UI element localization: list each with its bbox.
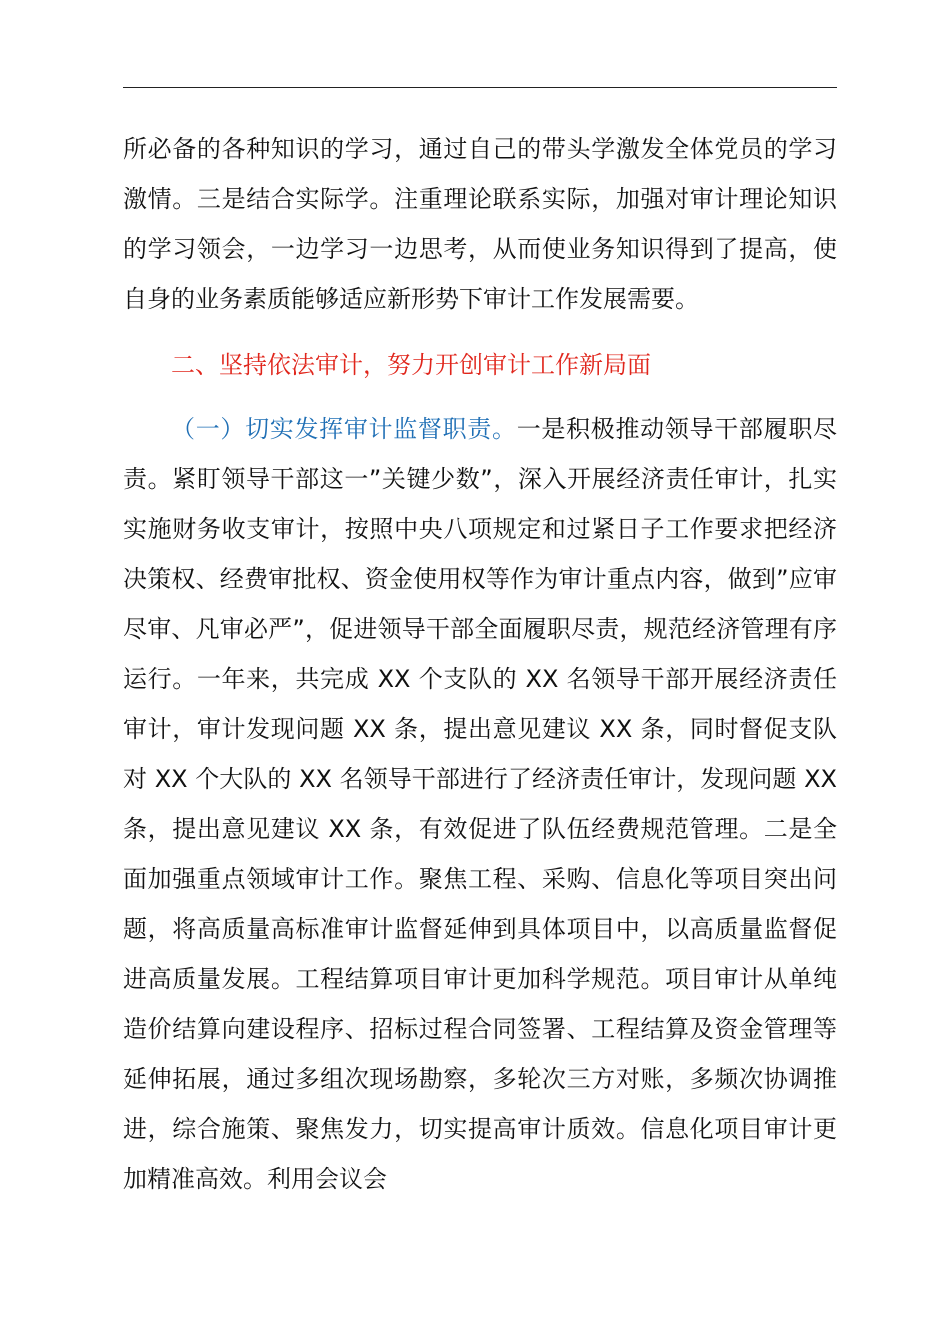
body-paragraph-text: 一是积极推动领导干部履职尽责。紧盯领导干部这一”关键少数”，深入开展经济责任审计，扎实实施财务收支审计，按照中央八项规定和过紧日子工作要求把经济决策权、经费审批权、资金使用权等作为审计重点内容，做到”应审尽审、凡审必严”，促进领导干部全面履职尽责，规范经济管理有序运行。一年来，共完成 XX 个支队的 XX 名领导干部开展经济责任审计，审计发现问题 XX 条，提出意见建议 XX 条，同时督促支队对 XX 个大队的 XX 名领导干部进行了经济责任审计，发现问题 XX 条，提出意见建议 XX 条，有效促进了队伍经费规范管理。二是全面加强重点领域审计工作。聚焦工程、采购、信息化等项目突出问题，将高质量高标准审计监督延伸到具体项目中，以高质量监督促进高质量发展。工程结算项目审计更加科学规范。项目审计从单纯造价结算向建设程序、招标过程合同签署、工程结算及资金管理等延伸拓展，通过多组次现场勘察，多轮次三方对账，多频次协调推进，综合施策、聚焦发力，切实提高审计质效。信息化项目审计更加精准高效。利用会议会 <box>123 415 838 1193</box>
header-divider <box>123 87 837 88</box>
body-paragraph-with-subheading <box>123 404 837 1204</box>
document-body <box>123 124 837 1204</box>
subsection-heading: （一）切实发挥审计监督职责。 <box>171 415 517 443</box>
section-heading: 二、坚持依法审计，努力开创审计工作新局面 <box>171 351 651 379</box>
body-paragraph: 所必备的各种知识的学习，通过自己的带头学激发全体党员的学习激情。三是结合实际学。注重理论联系实际，加强对审计理论知识的学习领会，一边学习一边思考，从而使业务知识得到了提高，使自身的业务素质能够适应新形势下审计工作发展需要。 <box>123 135 837 313</box>
